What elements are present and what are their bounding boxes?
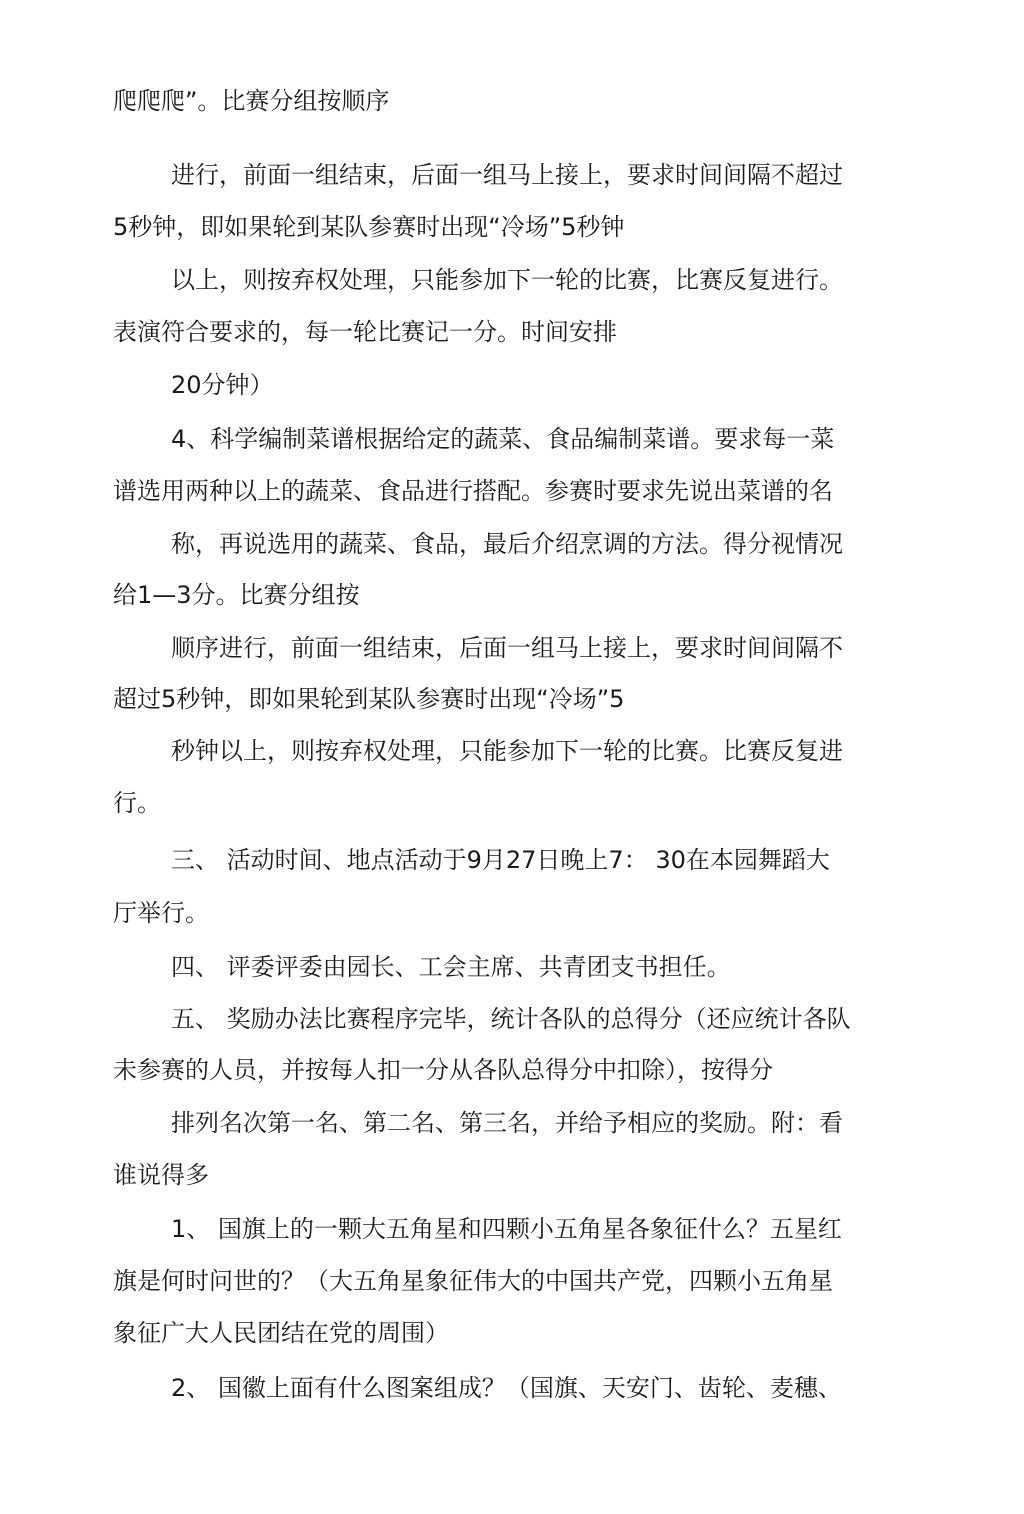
text-line: 称，再说选用的蔬菜、食品，最后介绍烹调的方法。得分视情况 xyxy=(171,530,843,558)
text-line: 20分钟） xyxy=(171,371,274,399)
text-line: 三、 活动时间、地点活动于9月27日晚上7： 30在本园舞蹈大 xyxy=(171,846,830,874)
text-line: 谱选用两种以上的蔬菜、食品进行搭配。参赛时要求先说出菜谱的名 xyxy=(113,477,833,505)
text-line: 进行，前面一组结束，后面一组马上接上，要求时间间隔不超过 xyxy=(171,161,843,189)
text-line: 行。 xyxy=(113,789,161,817)
text-line: 2、 国徽上面有什么图案组成？（国旗、天安门、齿轮、麦穗、 xyxy=(171,1374,842,1402)
text-line: 给1—3分。比赛分组按 xyxy=(113,581,360,609)
text-line: 超过5秒钟，即如果轮到某队参赛时出现“冷场”5 xyxy=(113,685,625,713)
text-line: 5秒钟，即如果轮到某队参赛时出现“冷场”5秒钟 xyxy=(113,213,625,241)
text-line: 厅举行。 xyxy=(113,899,209,927)
text-line: 排列名次第一名、第二名、第三名，并给予相应的奖励。附：看 xyxy=(171,1109,843,1137)
text-line: 秒钟以上，则按弃权处理，只能参加下一轮的比赛。比赛反复进 xyxy=(171,737,843,765)
text-line: 4、科学编制菜谱根据给定的蔬菜、食品编制菜谱。要求每一菜 xyxy=(171,425,835,453)
text-line: 1、 国旗上的一颗大五角星和四颗小五角星各象征什么？五星红 xyxy=(171,1215,842,1243)
text-line: 象征广大人民团结在党的周围） xyxy=(113,1319,449,1347)
text-line: 谁说得多 xyxy=(113,1161,209,1189)
text-line: 四、 评委评委由园长、工会主席、共青团支书担任。 xyxy=(171,953,731,981)
text-line: 未参赛的人员，并按每人扣一分从各队总得分中扣除），按得分 xyxy=(113,1056,773,1084)
text-line: 旗是何时问世的？（大五角星象征伟大的中国共产党，四颗小五角星 xyxy=(113,1267,833,1295)
text-line: 爬爬爬”。比赛分组按顺序 xyxy=(113,87,390,115)
text-line: 顺序进行，前面一组结束，后面一组马上接上，要求时间间隔不 xyxy=(171,634,843,662)
text-line: 五、 奖励办法比赛程序完毕，统计各队的总得分（还应统计各队 xyxy=(171,1005,851,1033)
text-line: 表演符合要求的，每一轮比赛记一分。时间安排 xyxy=(113,318,617,346)
text-line: 以上，则按弃权处理，只能参加下一轮的比赛，比赛反复进行。 xyxy=(171,266,843,294)
